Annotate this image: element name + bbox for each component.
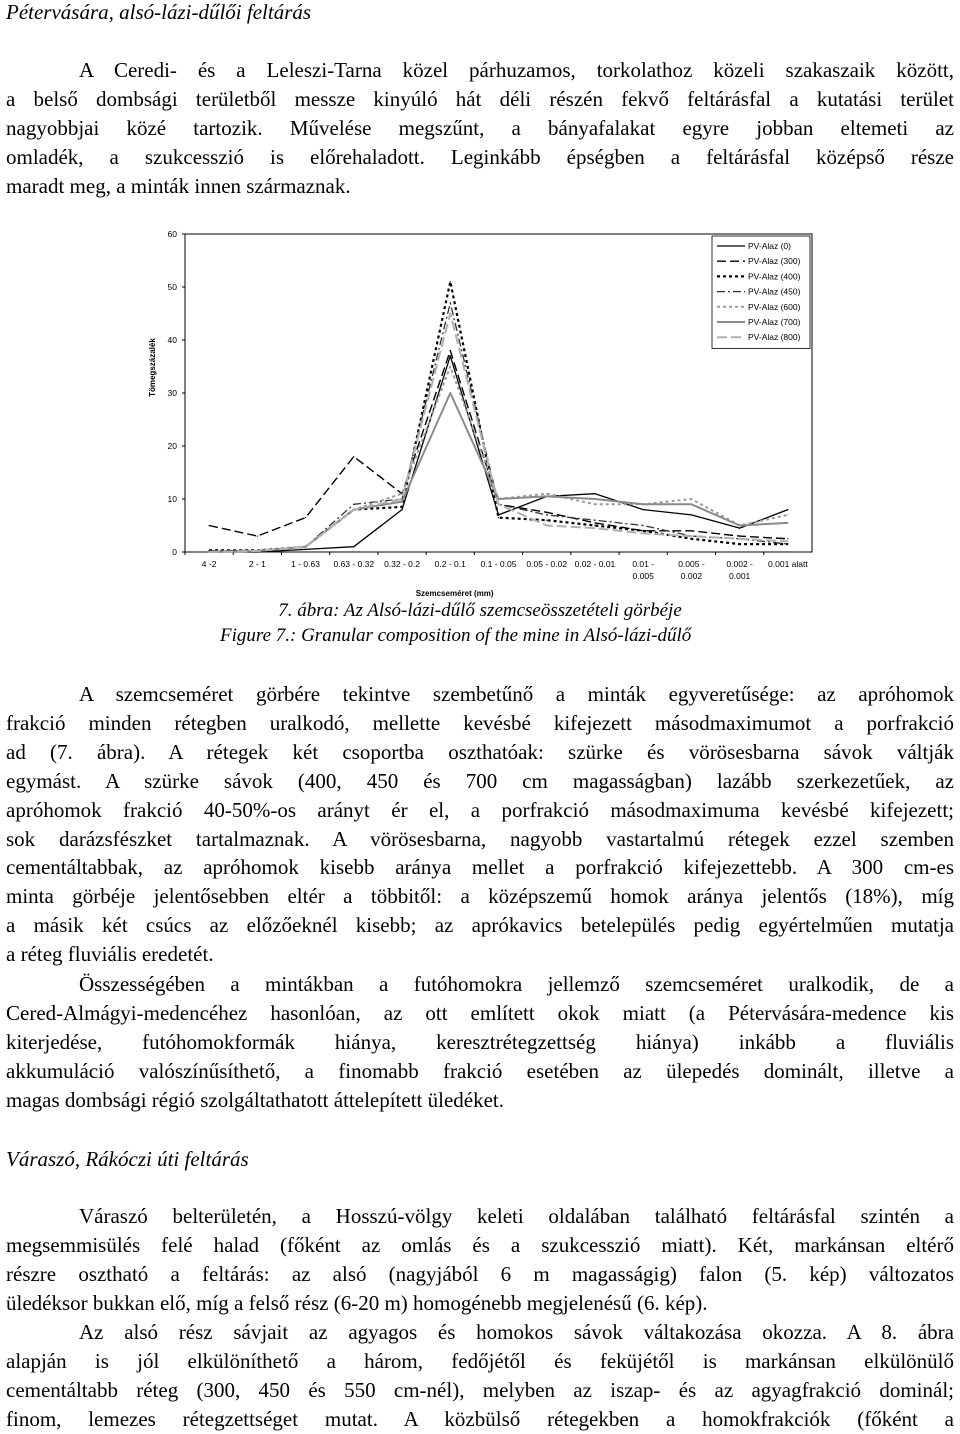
legend-label: PV-Alaz (800): [748, 332, 801, 343]
data-point: [739, 538, 740, 539]
series-line: [209, 393, 788, 552]
data-point: [546, 514, 547, 515]
data-point: [739, 543, 740, 544]
x-tick-label: 0.001 alatt: [768, 559, 808, 569]
data-point: [257, 550, 258, 551]
text-line: ad (7. ábra). A rétegek két csoportba oszthatóak: szürke és vörösesbarna sávok váltják: [6, 739, 954, 764]
y-tick-label: 50: [167, 282, 177, 292]
series-line: [209, 314, 788, 553]
x-tick-label: 0.002: [680, 571, 703, 581]
x-tick-label: 0.002 -: [726, 559, 753, 569]
text-line: A szemcseméret görbére tekintve szembetűnő a minták egyveretűsége: az apróhomok: [79, 682, 954, 706]
text-line: sok darázsfészket tartalmaznak. A vörösesbarna, nagyobb vastartalmú rétegek ezzel szemben: [6, 826, 954, 851]
data-point: [594, 528, 595, 529]
y-tick-label: 40: [167, 335, 177, 345]
series-line: [209, 282, 788, 551]
data-point: [546, 493, 547, 494]
data-point: [739, 525, 740, 526]
series-line: [209, 367, 788, 553]
data-point: [353, 504, 354, 505]
data-point: [787, 514, 788, 515]
x-tick-label: 0.2 - 0.1: [434, 559, 466, 569]
text-line: részre osztható a feltárás: az alsó (nagyjából 6 m magasságig) falon (5. kép) változatos: [6, 1261, 954, 1286]
text-line: cementáltabbak, az apróhomok kisebb aránya mellet a porfrakció kifejezettebb. A 300 cm-es: [6, 855, 954, 880]
x-tick-label: 0.05 - 0.02: [526, 559, 568, 569]
data-point: [305, 546, 306, 547]
data-point: [691, 536, 692, 537]
data-point: [353, 509, 354, 510]
x-tick-label: 0.63 - 0.32: [333, 559, 375, 569]
data-point: [401, 498, 402, 499]
data-point: [546, 496, 547, 497]
data-point: [209, 551, 210, 552]
x-tick-label: 4 -2: [201, 559, 217, 569]
x-axis-title: Szemcseméret (mm): [415, 589, 494, 598]
data-point: [787, 543, 788, 544]
data-point: [450, 302, 451, 303]
y-tick-label: 10: [167, 494, 177, 504]
data-point: [546, 520, 547, 521]
data-point: [787, 538, 788, 539]
paragraph-intro: [6, 56, 954, 201]
text-line: cementáltabb réteg (300, 450 és 550 cm-nél), melyben az iszap- és az agyagfrakció dominál;: [6, 1377, 954, 1402]
data-point: [546, 525, 547, 526]
text-line: a réteg fluviális eredetét.: [6, 942, 214, 967]
x-tick-label: 0.01 -: [632, 559, 655, 569]
data-point: [691, 514, 692, 515]
data-point: [594, 504, 595, 505]
data-point: [643, 533, 644, 534]
data-point: [787, 541, 788, 542]
data-point: [498, 517, 499, 518]
data-point: [450, 281, 451, 282]
data-point: [643, 509, 644, 510]
legend-label: PV-Alaz (700): [748, 317, 801, 327]
legend-label: PV-Alaz (600): [748, 301, 801, 312]
data-point: [450, 366, 451, 367]
data-point: [209, 525, 210, 526]
text-line: Összességében a mintákban a futóhomokra jellemző szemcseméret uralkodik, de a: [79, 972, 954, 996]
text-line: a másik két csúcs az előzőeknél kisebb; az aprókavics betelepülés pedig egyértelműen mutatja: [6, 913, 954, 938]
text-line: Cered-Almágyi-medencéhez hasonlóan, az ott említett okok miatt (a Pétervására-medence kis: [6, 1000, 954, 1025]
data-point: [643, 504, 644, 505]
data-point: [643, 525, 644, 526]
paragraph-varaszo-layers: [6, 1318, 954, 1434]
data-point: [691, 530, 692, 531]
series-line: [209, 351, 788, 539]
text-line: frakció minden rétegben uralkodó, mellette kevésbé kifejezett másodmaximumot a porfrakció: [6, 710, 954, 735]
text-line: apróhomok frakció 40-50%-os arányt ér el, a porfrakció másodmaximuma kevésbé kifejezett;: [6, 797, 954, 822]
data-point: [401, 509, 402, 510]
data-point: [450, 392, 451, 393]
data-point: [450, 355, 451, 356]
figure-caption-hu: 7. ábra: Az Alsó-lázi-dűlő szemcseösszetételi görbéje: [278, 600, 682, 621]
text-line: maradt meg, a minták innen származnak.: [6, 173, 351, 198]
data-point: [305, 517, 306, 518]
data-point: [787, 509, 788, 510]
text-line: Az alsó rész sávjait az agyagos és homokos sávok váltakozása okozza. A 8. ábra: [79, 1320, 954, 1344]
data-point: [401, 506, 402, 507]
y-tick-label: 20: [167, 441, 177, 451]
data-point: [257, 536, 258, 537]
legend-label: PV-Alaz (300): [748, 256, 801, 267]
y-tick-label: 0: [172, 547, 177, 557]
x-tick-label: 1 - 0.63: [291, 559, 320, 569]
data-point: [546, 512, 547, 513]
grain-size-chart: [140, 222, 820, 598]
section-heading-varaszo: Váraszó, Rákóczi úti feltárás: [6, 1147, 249, 1171]
data-point: [401, 501, 402, 502]
text-line: üledéksor bukkan elő, míg a felső rész (6-20 m) homogénebb megjelenésű (6. kép).: [6, 1290, 708, 1315]
paragraph-varaszo-intro: [6, 1202, 954, 1318]
data-point: [353, 456, 354, 457]
text-line: alapján is jól elkülöníthető a három, fedőjétől és feküjétől is markánsan elkülönülő: [6, 1348, 954, 1373]
data-point: [353, 546, 354, 547]
text-line: akkumuláció valószínűsíthető, a finomabb frakció esetében az ülepedés dominált, illetve a: [6, 1058, 954, 1083]
legend-label: PV-Alaz (0): [748, 241, 791, 251]
data-point: [498, 504, 499, 505]
data-point: [691, 504, 692, 505]
data-point: [450, 350, 451, 351]
data-point: [594, 493, 595, 494]
paragraph-grain-analysis: [6, 680, 954, 969]
x-tick-label: 0.001: [729, 571, 751, 581]
data-point: [594, 520, 595, 521]
text-line: omladék, a szukcesszió is előrehaladott. Leginkább épségben a feltárásfal középső része: [6, 144, 954, 169]
series-line: [209, 356, 788, 552]
x-tick-label: 0.02 - 0.01: [574, 559, 616, 569]
text-line: kiterjedése, futóhomokformák hiánya, keresztrétegzettség hiánya) inkább a fluviális: [6, 1029, 954, 1054]
data-point: [594, 522, 595, 523]
data-point: [450, 313, 451, 314]
data-point: [691, 498, 692, 499]
legend-label: PV-Alaz (400): [748, 271, 801, 282]
figure-caption-en: Figure 7.: Granular composition of the mine in Alsó-lázi-dűlő: [220, 625, 692, 646]
section-heading-petervasara: Pétervására, alsó-lázi-dűlői feltárás: [6, 0, 312, 24]
text-line: finom, lemezes rétegzettséget mutat. A közbülső rétegekben a homokfrakciók (főként a: [6, 1406, 954, 1431]
text-line: Váraszó belterületén, a Hosszú-völgy keleti oldalában található feltárásfal szintén a: [79, 1204, 954, 1228]
data-point: [739, 528, 740, 529]
legend-label: PV-Alaz (450): [748, 286, 801, 297]
text-line: A Ceredi- és a Leleszi-Tarna közel párhuzamos, torkolathoz közeli szakaszaik között,: [79, 58, 954, 82]
text-line: megsemmisülés felé halad (főként az omlás és a szukcesszió miatt). Két, markánsan eltérő: [6, 1232, 954, 1257]
x-tick-label: 0.1 - 0.05: [480, 559, 517, 569]
text-line: egymást. A szürke sávok (400, 450 és 700 cm magasságban) lazább szerkezetűek, az: [6, 768, 954, 793]
y-tick-label: 60: [167, 229, 177, 239]
text-line: minta görbéje jelentősebben eltér a többitől: a középszemű homok aránya jelentős (18%), míg: [6, 884, 954, 909]
data-point: [691, 538, 692, 539]
x-tick-label: 2 - 1: [248, 559, 266, 569]
x-tick-label: 0.005: [632, 571, 654, 581]
x-tick-label: 0.005 -: [678, 559, 705, 569]
text-line: magas dombsági régió szolgáltathatott áttelepített üledéket.: [6, 1087, 505, 1112]
data-point: [739, 536, 740, 537]
data-point: [594, 525, 595, 526]
y-axis-title: Tömegszázalék: [148, 338, 157, 397]
paragraph-summary: [6, 970, 954, 1115]
y-tick-label: 30: [167, 388, 177, 398]
data-point: [643, 530, 644, 531]
data-point: [305, 549, 306, 550]
text-line: a belső dombsági területből messze kinyúló hát déli részén fekvő feltárásfal a kutatási terület: [6, 86, 954, 111]
x-tick-label: 0.32 - 0.2: [384, 559, 420, 569]
text-line: nagyobbjai közé tartozik. Művelése megszűnt, a bányafalakat egyre jobban eltemeti az: [6, 115, 954, 140]
data-point: [594, 498, 595, 499]
data-point: [787, 522, 788, 523]
